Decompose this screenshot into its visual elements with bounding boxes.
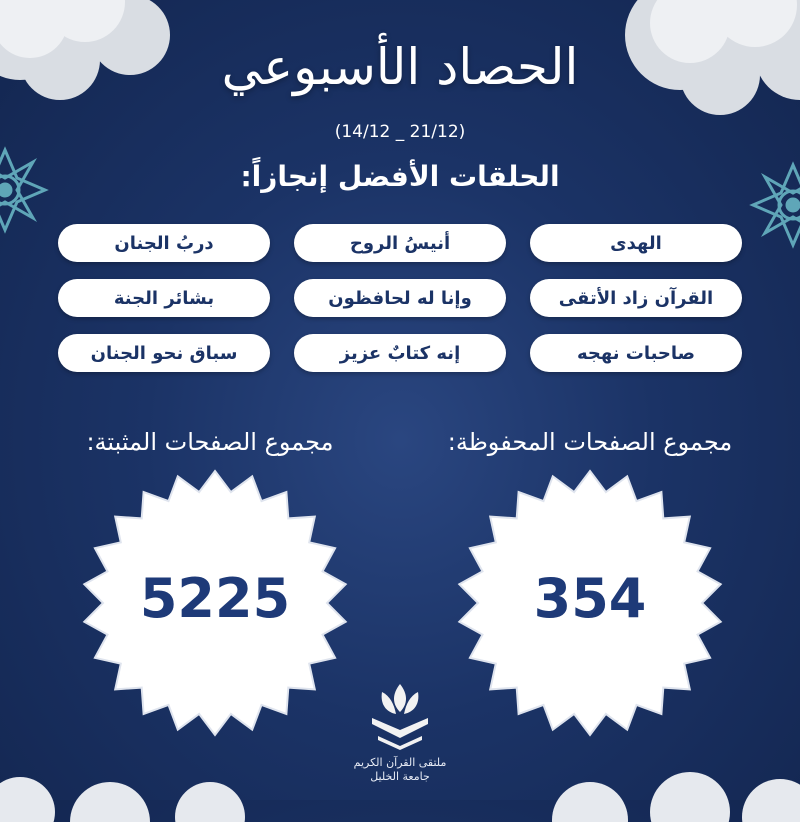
memorized-pages-value: 354 <box>533 567 647 630</box>
reviewed-pages-value: 5225 <box>139 567 291 630</box>
circle-item: الهدى <box>530 224 742 262</box>
circle-item: إنه كتابٌ عزيز <box>294 334 506 372</box>
circle-item: القرآن زاد الأتقى <box>530 279 742 317</box>
circle-item: وإنا له لحافظون <box>294 279 506 317</box>
best-circles-title: الحلقات الأفضل إنجازاً: <box>240 160 560 193</box>
circle-item: أنيسُ الروح <box>294 224 506 262</box>
circle-item: دربُ الجنان <box>58 224 270 262</box>
memorized-pages-label: مجموع الصفحات المحفوظة: <box>447 428 733 456</box>
reviewed-pages-label: مجموع الصفحات المثبتة: <box>86 428 334 456</box>
circle-item: صاحبات نهجه <box>530 334 742 372</box>
page-title: الحصاد الأسبوعي <box>221 38 579 96</box>
circle-item: سباق نحو الجنان <box>58 334 270 372</box>
org-line-1: ملتقى القرآن الكريم <box>353 756 447 769</box>
org-line-2: جامعة الخليل <box>370 770 430 783</box>
date-range: (14/12 _ 21/12) <box>334 122 466 142</box>
quran-logo-icon <box>362 680 438 752</box>
organization-name <box>0 756 800 784</box>
circle-item: بشائر الجنة <box>58 279 270 317</box>
